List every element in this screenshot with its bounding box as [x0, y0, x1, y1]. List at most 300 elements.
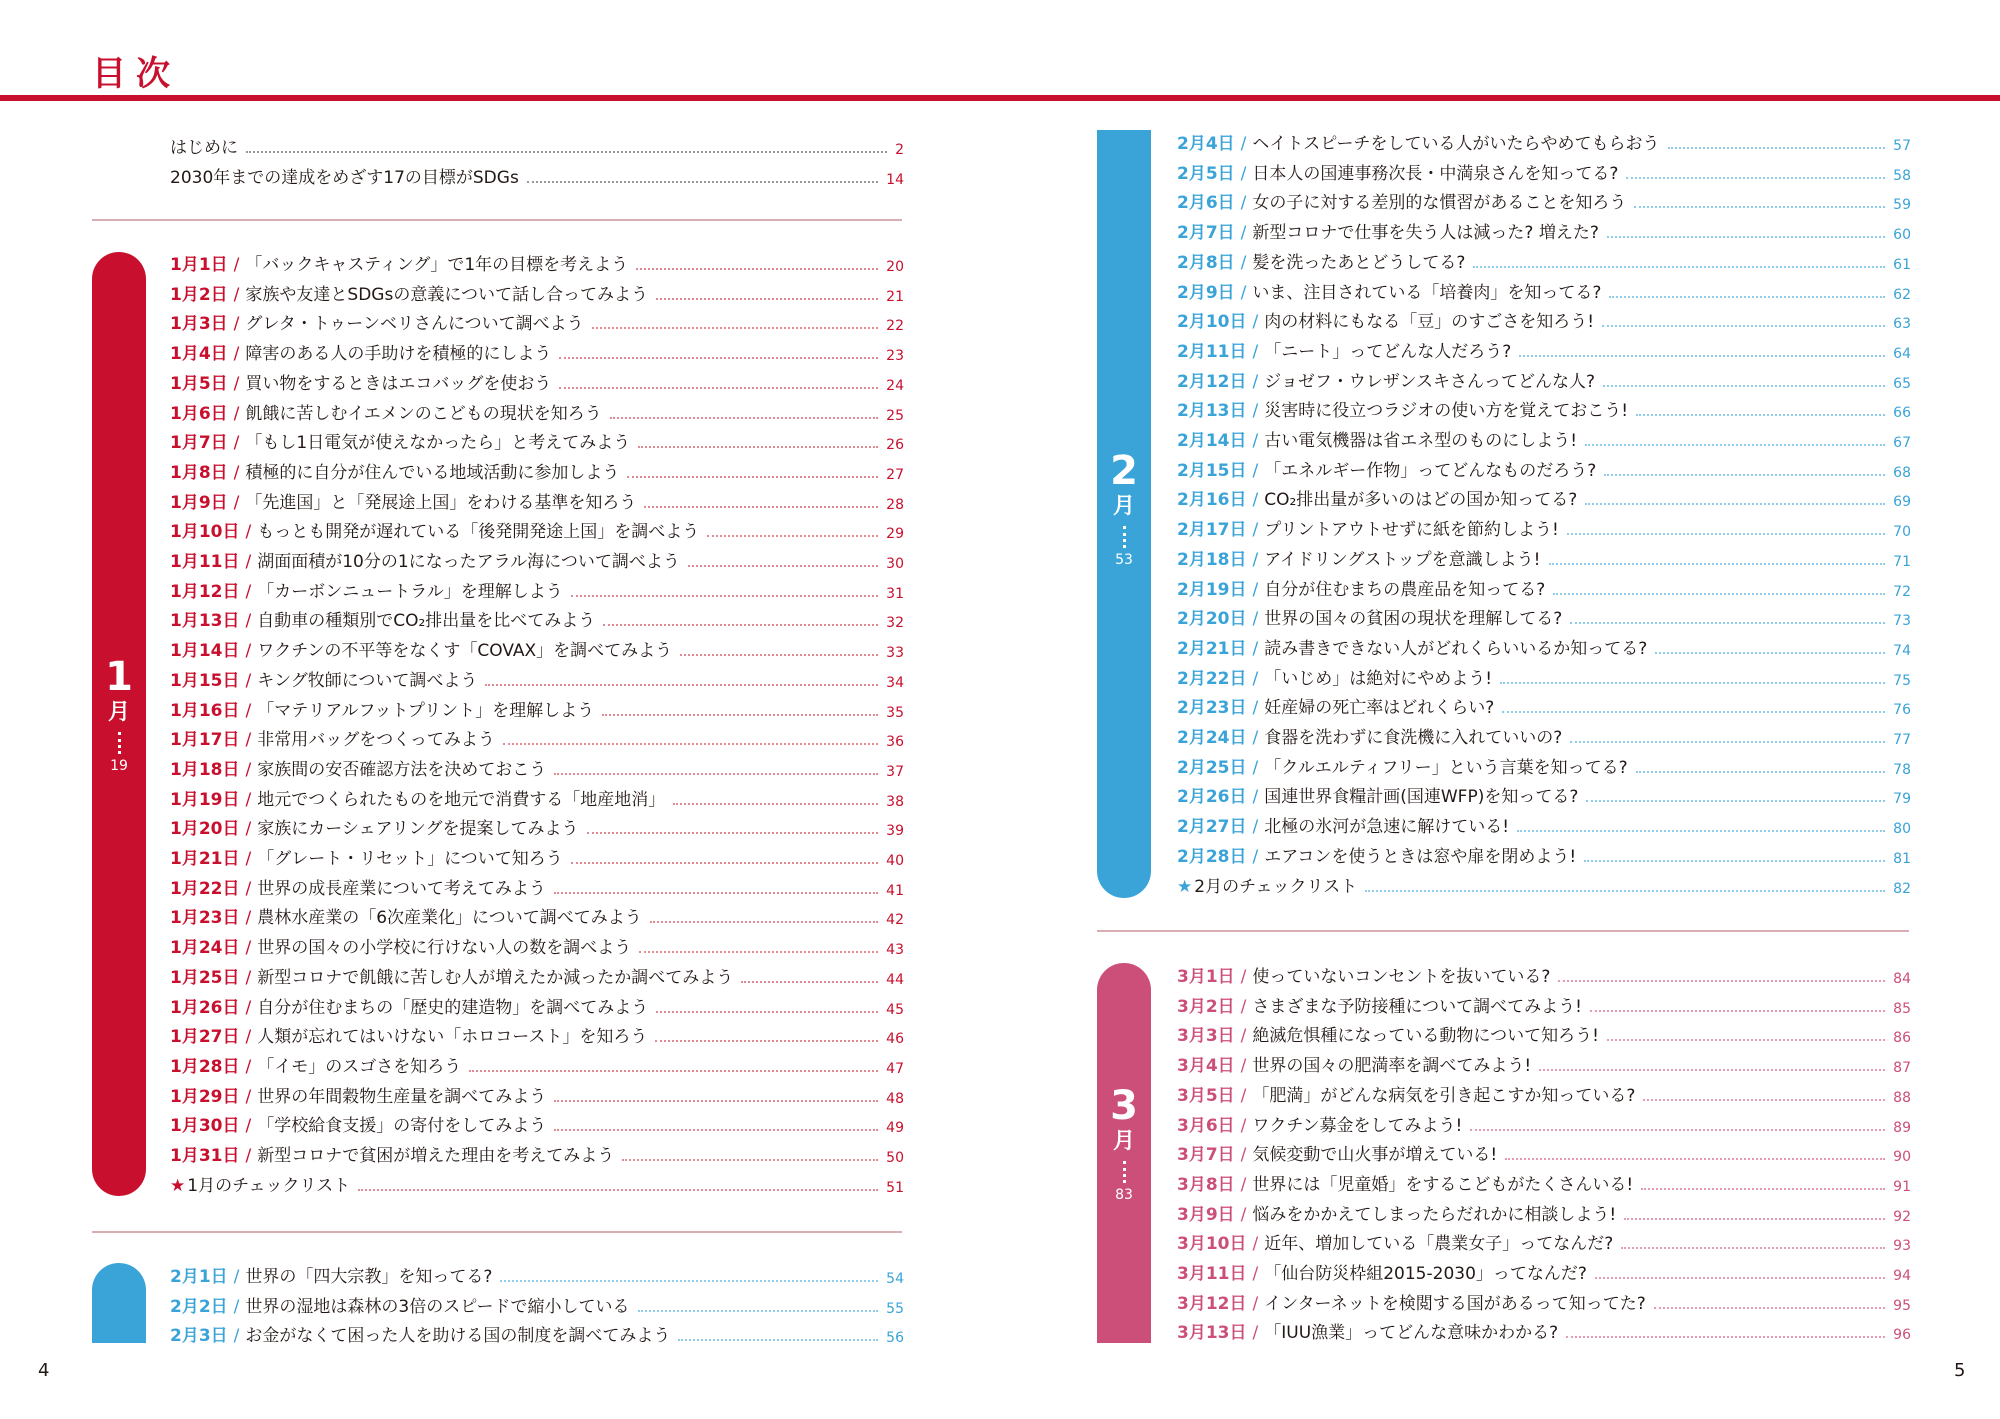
- entry-date: 2月7日: [1177, 223, 1235, 244]
- toc-entry[interactable]: [1177, 368, 1911, 392]
- separator-slash: /: [233, 284, 240, 305]
- month-tab-february[interactable]: [1097, 130, 1151, 898]
- entry-date: 3月12日: [1177, 1293, 1247, 1314]
- entry-title: 「IUU漁業」ってどんな意味かわかる?: [1264, 1323, 1559, 1344]
- entry-date: 3月5日: [1177, 1085, 1235, 1106]
- dotted-leader: [602, 714, 878, 716]
- entry-page: 58: [1893, 167, 1911, 184]
- dotted-leader: [1519, 355, 1885, 357]
- separator-slash: /: [245, 1056, 252, 1077]
- toc-entry[interactable]: [170, 697, 904, 721]
- toc-entry[interactable]: [1177, 665, 1911, 689]
- separator-slash: /: [1252, 609, 1259, 630]
- separator-slash: /: [1240, 1204, 1247, 1225]
- dotted-leader: [656, 1011, 878, 1013]
- toc-entry[interactable]: [170, 1322, 904, 1346]
- toc-entry[interactable]: [1177, 783, 1911, 807]
- dotted-leader: [554, 773, 878, 775]
- toc-entry[interactable]: [1177, 843, 1911, 867]
- toc-entry[interactable]: [170, 637, 904, 661]
- separator-slash: /: [1240, 134, 1247, 154]
- month-tab-february-continued: [92, 1263, 146, 1343]
- toc-entry[interactable]: [170, 1053, 904, 1077]
- toc-entry[interactable]: [170, 1112, 904, 1136]
- dotted-leader: [587, 832, 879, 834]
- toc-entry[interactable]: [1177, 1112, 1911, 1136]
- dotted-leader: [358, 1189, 878, 1191]
- toc-entry[interactable]: [170, 964, 904, 988]
- separator-slash: /: [1240, 1085, 1247, 1106]
- entry-page: 35: [886, 704, 904, 721]
- entry-date: 1月20日: [170, 819, 240, 840]
- toc-entry[interactable]: [1177, 279, 1911, 303]
- separator-slash: /: [233, 492, 240, 513]
- entry-page: 74: [1893, 642, 1911, 659]
- entry-date: 2月17日: [1177, 520, 1247, 541]
- month-tab-january[interactable]: [92, 252, 146, 1196]
- separator-slash: /: [1252, 757, 1259, 778]
- entry-date: 2月28日: [1177, 846, 1247, 867]
- toc-entry[interactable]: [1177, 1141, 1911, 1165]
- entry-date: 2月5日: [1177, 163, 1235, 184]
- dotted-leader: [554, 1129, 878, 1131]
- entry-date: 2月22日: [1177, 668, 1247, 689]
- toc-entry[interactable]: [170, 875, 904, 899]
- entry-date: 2月10日: [1177, 312, 1247, 333]
- separator-slash: /: [233, 373, 240, 394]
- page-title: 目次: [92, 54, 180, 94]
- entry-page: 41: [886, 882, 904, 899]
- entry-title: 気候変動で山火事が増えている!: [1252, 1145, 1498, 1166]
- separator-slash: /: [1240, 252, 1247, 273]
- entry-title: 地元でつくられたものを地元で消費する「地産地消」: [257, 789, 666, 810]
- dotted-leader: [644, 506, 878, 508]
- toc-entry[interactable]: [1177, 546, 1911, 570]
- entry-title: 世界の国々の貧困の現状を理解してる?: [1264, 609, 1563, 630]
- entry-title: アイドリングストップを意識しよう!: [1264, 549, 1541, 570]
- dotted-leader: [1586, 800, 1885, 802]
- entry-title: 自動車の種類別でCO₂排出量を比べてみよう: [257, 611, 596, 632]
- dotted-leader: [1641, 1188, 1885, 1190]
- toc-entry[interactable]: [170, 607, 904, 631]
- toc-entry[interactable]: [170, 934, 904, 958]
- header-rule: [0, 95, 2000, 101]
- entry-date: 1月9日: [170, 492, 228, 513]
- toc-entry[interactable]: [170, 340, 904, 364]
- toc-entry[interactable]: [170, 370, 904, 394]
- separator-slash: /: [233, 1326, 240, 1347]
- entry-title: 積極的に自分が住んでいる地域活動に参加しよう: [245, 462, 620, 483]
- entry-title: 「カーボンニュートラル」を理解しよう: [257, 581, 563, 602]
- entry-date: 1月1日: [170, 255, 228, 275]
- dotted-leader: [1668, 147, 1886, 149]
- intro-list: [170, 134, 904, 188]
- entry-date: 1月7日: [170, 433, 228, 454]
- entry-page: 65: [1893, 375, 1911, 392]
- separator-slash: /: [1252, 698, 1259, 719]
- toc-entry[interactable]: [170, 1263, 904, 1287]
- separator-slash: /: [1240, 1145, 1247, 1166]
- separator-slash: /: [233, 462, 240, 483]
- toc-entry[interactable]: [170, 518, 904, 542]
- checklist-entry[interactable]: [1177, 873, 1911, 897]
- entry-title: 家族や友達とSDGsの意義について話し合ってみよう: [245, 284, 648, 305]
- dotted-leader: [1567, 533, 1885, 535]
- toc-entry[interactable]: [1177, 1201, 1911, 1225]
- entry-title: 「もし1日電気が使えなかったら」と考えてみよう: [245, 433, 631, 454]
- toc-entry[interactable]: [170, 134, 904, 158]
- toc-entry[interactable]: [1177, 754, 1911, 778]
- separator-slash: /: [1252, 1264, 1259, 1284]
- entry-page: 47: [886, 1060, 904, 1077]
- entry-page: 23: [886, 348, 904, 365]
- toc-entry[interactable]: [1177, 427, 1911, 451]
- entry-date: 1月21日: [170, 849, 240, 869]
- separator-slash: /: [245, 522, 252, 543]
- entry-date: 1月22日: [170, 878, 240, 899]
- entry-page: 46: [886, 1031, 904, 1048]
- entry-date: 1月11日: [170, 552, 240, 572]
- entry-title: 家族にカーシェアリングを提案してみよう: [257, 819, 579, 840]
- entry-title: ヘイトスピーチをしている人がいたらやめてもらおう: [1252, 134, 1660, 154]
- toc-entry[interactable]: [1177, 160, 1911, 184]
- entry-page: 30: [886, 556, 904, 572]
- dotted-leader: [554, 892, 878, 894]
- entry-page: 45: [886, 1001, 904, 1018]
- toc-entry[interactable]: [1177, 1260, 1911, 1284]
- dotted-leader: [1570, 741, 1885, 743]
- toc-entry[interactable]: [170, 1142, 904, 1166]
- entry-page: 49: [886, 1120, 904, 1137]
- section-divider: [1097, 930, 1909, 932]
- dotted-leader: [1566, 1336, 1885, 1338]
- separator-slash: /: [1240, 1174, 1247, 1195]
- toc-entry[interactable]: [1177, 249, 1911, 273]
- entry-title: 絶滅危惧種になっている動物について知ろう!: [1252, 1026, 1599, 1047]
- entry-date: 3月10日: [1177, 1234, 1247, 1255]
- toc-entry[interactable]: [1177, 1022, 1911, 1046]
- entry-title: インターネットを検閲する国があるって知ってた?: [1264, 1293, 1646, 1314]
- entry-date: 2月14日: [1177, 431, 1247, 451]
- dotted-leader: [1621, 1247, 1885, 1249]
- toc-entry[interactable]: [170, 489, 904, 513]
- toc-entry[interactable]: [1177, 694, 1911, 718]
- separator-slash: /: [233, 1296, 240, 1317]
- entry-date: 2月4日: [1177, 134, 1235, 154]
- toc-entry[interactable]: [170, 726, 904, 750]
- dotted-leader: [1655, 652, 1885, 654]
- dotted-leader: [1607, 1039, 1885, 1041]
- toc-entry[interactable]: [170, 845, 904, 869]
- entry-page: 91: [1893, 1178, 1911, 1195]
- separator-slash: /: [245, 1086, 252, 1107]
- entry-title: 世界の国々の肥満率を調べてみよう!: [1252, 1056, 1532, 1077]
- separator-slash: /: [245, 581, 252, 602]
- separator-slash: /: [1252, 638, 1259, 659]
- entry-title: 自分が住むまちの「歴史的建造物」を調べてみよう: [257, 997, 649, 1018]
- toc-entry[interactable]: [1177, 1082, 1911, 1106]
- entry-title: 「マテリアルフットプリント」を理解しよう: [257, 700, 595, 721]
- toc-entry[interactable]: [1177, 397, 1911, 421]
- entry-page: 89: [1893, 1119, 1911, 1136]
- entry-date: 2月26日: [1177, 787, 1247, 808]
- entry-page: 84: [1893, 971, 1911, 987]
- toc-entry[interactable]: [170, 429, 904, 453]
- separator-slash: /: [245, 1027, 252, 1048]
- dotted-leader: [1585, 444, 1885, 446]
- toc-entry[interactable]: [1177, 1230, 1911, 1254]
- entry-title: 肉の材料にもなる「豆」のすごさを知ろう!: [1264, 312, 1595, 333]
- entry-title: 「クルエルティフリー」という言葉を知ってる?: [1264, 757, 1628, 778]
- dotted-leader: [1624, 1218, 1885, 1220]
- entry-page: 55: [886, 1300, 904, 1317]
- dotted-leader: [1636, 414, 1885, 416]
- entry-title: エアコンを使うときは窓や扉を閉めよう!: [1264, 846, 1577, 867]
- entry-date: 2月2日: [170, 1296, 228, 1317]
- month-label: 月: [1112, 494, 1135, 519]
- separator-slash: /: [245, 611, 252, 632]
- separator-slash: /: [233, 255, 240, 275]
- entry-title: ワクチンの不平等をなくす「COVAX」を調べてみよう: [257, 641, 673, 662]
- entry-date: 2月1日: [170, 1267, 228, 1287]
- separator-slash: /: [1240, 967, 1247, 987]
- entry-page: 33: [886, 645, 904, 662]
- entry-page: 72: [1893, 583, 1911, 600]
- separator-slash: /: [1240, 1115, 1247, 1136]
- separator-slash: /: [245, 552, 252, 572]
- entry-title: 国連世界食糧計画(国連WFP)を知ってる?: [1264, 787, 1579, 808]
- entry-date: 2月23日: [1177, 698, 1247, 719]
- entry-date: 1月31日: [170, 1146, 240, 1166]
- entry-date: 2月11日: [1177, 341, 1247, 362]
- dotted-leader: [655, 1040, 878, 1042]
- toc-entry[interactable]: [170, 815, 904, 839]
- dotted-leader: [638, 446, 878, 448]
- entry-page: 64: [1893, 345, 1911, 362]
- entry-title: 食器を洗わずに食洗機に入れていいの?: [1264, 728, 1563, 748]
- separator-slash: /: [1240, 223, 1247, 244]
- separator-slash: /: [1252, 431, 1259, 451]
- entry-page: 57: [1893, 138, 1911, 154]
- dotted-leader: [1500, 682, 1885, 684]
- month-number: 1: [105, 654, 133, 700]
- toc-entry[interactable]: [1177, 813, 1911, 837]
- entry-page: 95: [1893, 1297, 1911, 1314]
- toc-entry[interactable]: [1177, 1171, 1911, 1195]
- dotted-leader: [503, 743, 878, 745]
- entry-title: 「先進国」と「発展途上国」をわける基準を知ろう: [245, 492, 637, 513]
- separator-slash: /: [1252, 460, 1259, 481]
- toc-entry[interactable]: [170, 904, 904, 928]
- toc-entry[interactable]: [1177, 219, 1911, 243]
- separator-slash: /: [1252, 817, 1259, 838]
- entry-page: 22: [886, 318, 904, 335]
- toc-entry[interactable]: [1177, 576, 1911, 600]
- entry-date: 2月19日: [1177, 579, 1247, 600]
- dotted-leader: [636, 268, 878, 270]
- dotted-leader: [1549, 563, 1886, 565]
- toc-entry[interactable]: [1177, 516, 1911, 540]
- toc-entry[interactable]: [170, 578, 904, 602]
- separator-slash: /: [233, 403, 240, 424]
- entry-date: 1月3日: [170, 314, 228, 335]
- toc-entry[interactable]: [1177, 189, 1911, 213]
- star-icon: ★: [1177, 876, 1193, 897]
- entry-title: 「エネルギー作物」ってどんなものだろう?: [1264, 460, 1597, 481]
- toc-entry[interactable]: [170, 281, 904, 305]
- entry-page: 54: [886, 1271, 904, 1287]
- entry-date: 1月28日: [170, 1056, 240, 1077]
- toc-entry[interactable]: [1177, 993, 1911, 1017]
- entry-title: キング牧師について調べよう: [257, 670, 478, 691]
- month-tab-march[interactable]: [1097, 963, 1151, 1343]
- toc-entry[interactable]: [170, 1083, 904, 1107]
- entry-page: 75: [1893, 672, 1911, 689]
- entry-date: 1月29日: [170, 1086, 240, 1107]
- toc-entry[interactable]: [1177, 338, 1911, 362]
- entry-page: 96: [1893, 1327, 1911, 1344]
- separator-slash: /: [1252, 549, 1259, 570]
- toc-entry[interactable]: [1177, 308, 1911, 332]
- dotted-leader: [603, 624, 878, 626]
- dotted-leader: [1643, 1099, 1885, 1101]
- entry-page: 85: [1893, 1000, 1911, 1017]
- dotted-leader: [592, 327, 879, 329]
- january-list: [170, 251, 904, 1201]
- toc-entry[interactable]: [1177, 1290, 1911, 1314]
- entry-title: 北極の氷河が急速に解けている!: [1264, 817, 1510, 838]
- checklist-entry[interactable]: [170, 1172, 904, 1196]
- entry-date: 1月24日: [170, 938, 240, 959]
- entry-date: 3月7日: [1177, 1145, 1235, 1166]
- separator-slash: /: [1240, 282, 1247, 303]
- dotted-leader: [1502, 711, 1885, 713]
- entry-page: 71: [1893, 553, 1911, 570]
- dotted-leader: [1570, 622, 1885, 624]
- entry-title: 災害時に役立つラジオの使い方を覚えておこう!: [1264, 401, 1629, 422]
- toc-entry[interactable]: [170, 310, 904, 334]
- toc-entry[interactable]: [1177, 635, 1911, 659]
- toc-entry[interactable]: [1177, 486, 1911, 510]
- entry-title: 「学校給食支援」の寄付をしてみよう: [257, 1116, 547, 1137]
- entry-date: 2月12日: [1177, 371, 1247, 392]
- page-number-right: 5: [1954, 1360, 1966, 1381]
- entry-title: 悩みをかかえてしまったらだれかに相談しよう!: [1252, 1204, 1617, 1225]
- separator-slash: /: [245, 670, 252, 691]
- toc-entry[interactable]: [170, 994, 904, 1018]
- dotted-leader: [1607, 236, 1885, 238]
- separator-slash: /: [245, 641, 252, 662]
- toc-entry[interactable]: [1177, 457, 1911, 481]
- toc-entry[interactable]: [170, 251, 904, 275]
- entry-page: 50: [886, 1150, 904, 1166]
- entry-date: 2月16日: [1177, 490, 1247, 511]
- entry-title: 新型コロナで仕事を失う人は減った? 増えた?: [1252, 223, 1599, 244]
- entry-page: 60: [1893, 227, 1911, 244]
- entry-page: 78: [1893, 761, 1911, 778]
- dotted-leader: [1584, 860, 1885, 862]
- march-list: [1177, 963, 1911, 1343]
- dotted-leader: [1603, 385, 1885, 387]
- toc-entry[interactable]: [170, 548, 904, 572]
- separator-slash: /: [233, 1267, 240, 1287]
- entry-title: 「イモ」のスゴさを知ろう: [257, 1056, 462, 1077]
- dotted-leader: [680, 654, 878, 656]
- toc-entry[interactable]: [1177, 963, 1911, 987]
- entry-page: 86: [1893, 1030, 1911, 1047]
- toc-entry[interactable]: [170, 459, 904, 483]
- dotted-leader: [1123, 1161, 1126, 1183]
- checklist-title: 2月のチェックリスト: [1194, 876, 1358, 897]
- entry-title: 「グレート・リセット」について知ろう: [257, 849, 563, 869]
- entry-title: 読み書きできない人がどれくらいいるか知ってる?: [1264, 638, 1648, 659]
- entry-page: 34: [886, 674, 904, 691]
- entry-date: 2月24日: [1177, 728, 1247, 748]
- entry-page: 77: [1893, 732, 1911, 748]
- dotted-leader: [246, 151, 887, 153]
- entry-date: 3月11日: [1177, 1264, 1247, 1284]
- dotted-leader: [571, 595, 878, 597]
- entry-page: 82: [1893, 880, 1911, 897]
- toc-entry[interactable]: [1177, 1052, 1911, 1076]
- entry-title: 日本人の国連事務次長・中満泉さんを知ってる?: [1252, 163, 1619, 184]
- entry-title: プリントアウトせずに紙を節約しよう!: [1264, 520, 1559, 541]
- separator-slash: /: [1252, 490, 1259, 511]
- toc-entry[interactable]: [170, 1023, 904, 1047]
- toc-entry[interactable]: [1177, 130, 1911, 154]
- entry-title: 新型コロナで貧困が増えた理由を考えてみよう: [257, 1146, 615, 1166]
- separator-slash: /: [245, 997, 252, 1018]
- entry-date: 2月3日: [170, 1326, 228, 1347]
- month-start-page: 53: [1115, 552, 1133, 568]
- entry-page: 70: [1893, 524, 1911, 541]
- entry-date: 1月18日: [170, 759, 240, 780]
- entry-page: 88: [1893, 1089, 1911, 1106]
- toc-entry[interactable]: [1177, 1319, 1911, 1343]
- dotted-leader: [650, 921, 878, 923]
- entry-title: 世界の成長産業について考えてみよう: [257, 878, 546, 899]
- entry-page: 42: [886, 912, 904, 929]
- dotted-leader: [1626, 177, 1885, 179]
- entry-date: 2月18日: [1177, 549, 1247, 570]
- entry-date: 1月16日: [170, 700, 240, 721]
- entry-title: グレタ・トゥーンベリさんについて調べよう: [245, 314, 584, 335]
- toc-entry[interactable]: [170, 400, 904, 424]
- checklist-title: 1月のチェックリスト: [187, 1175, 351, 1196]
- star-icon: ★: [170, 1175, 186, 1196]
- entry-page: 61: [1893, 256, 1911, 273]
- entry-date: 2月21日: [1177, 638, 1247, 659]
- separator-slash: /: [1252, 520, 1259, 541]
- toc-entry[interactable]: [170, 667, 904, 691]
- entry-date: 3月13日: [1177, 1323, 1247, 1344]
- dotted-leader: [1654, 1307, 1885, 1309]
- toc-entry[interactable]: [1177, 724, 1911, 748]
- entry-title: 妊産婦の死亡率はどれくらい?: [1264, 698, 1495, 719]
- toc-entry[interactable]: [170, 786, 904, 810]
- toc-entry[interactable]: [170, 164, 904, 188]
- entry-title: 「ニート」ってどんな人だろう?: [1264, 341, 1512, 362]
- toc-entry[interactable]: [1177, 605, 1911, 629]
- entry-date: 1月23日: [170, 908, 240, 929]
- dotted-leader: [1365, 890, 1885, 892]
- entry-date: 1月4日: [170, 344, 228, 365]
- separator-slash: /: [245, 878, 252, 899]
- entry-page: 31: [886, 585, 904, 602]
- dotted-leader: [673, 803, 878, 805]
- toc-entry[interactable]: [170, 1293, 904, 1317]
- toc-entry[interactable]: [170, 756, 904, 780]
